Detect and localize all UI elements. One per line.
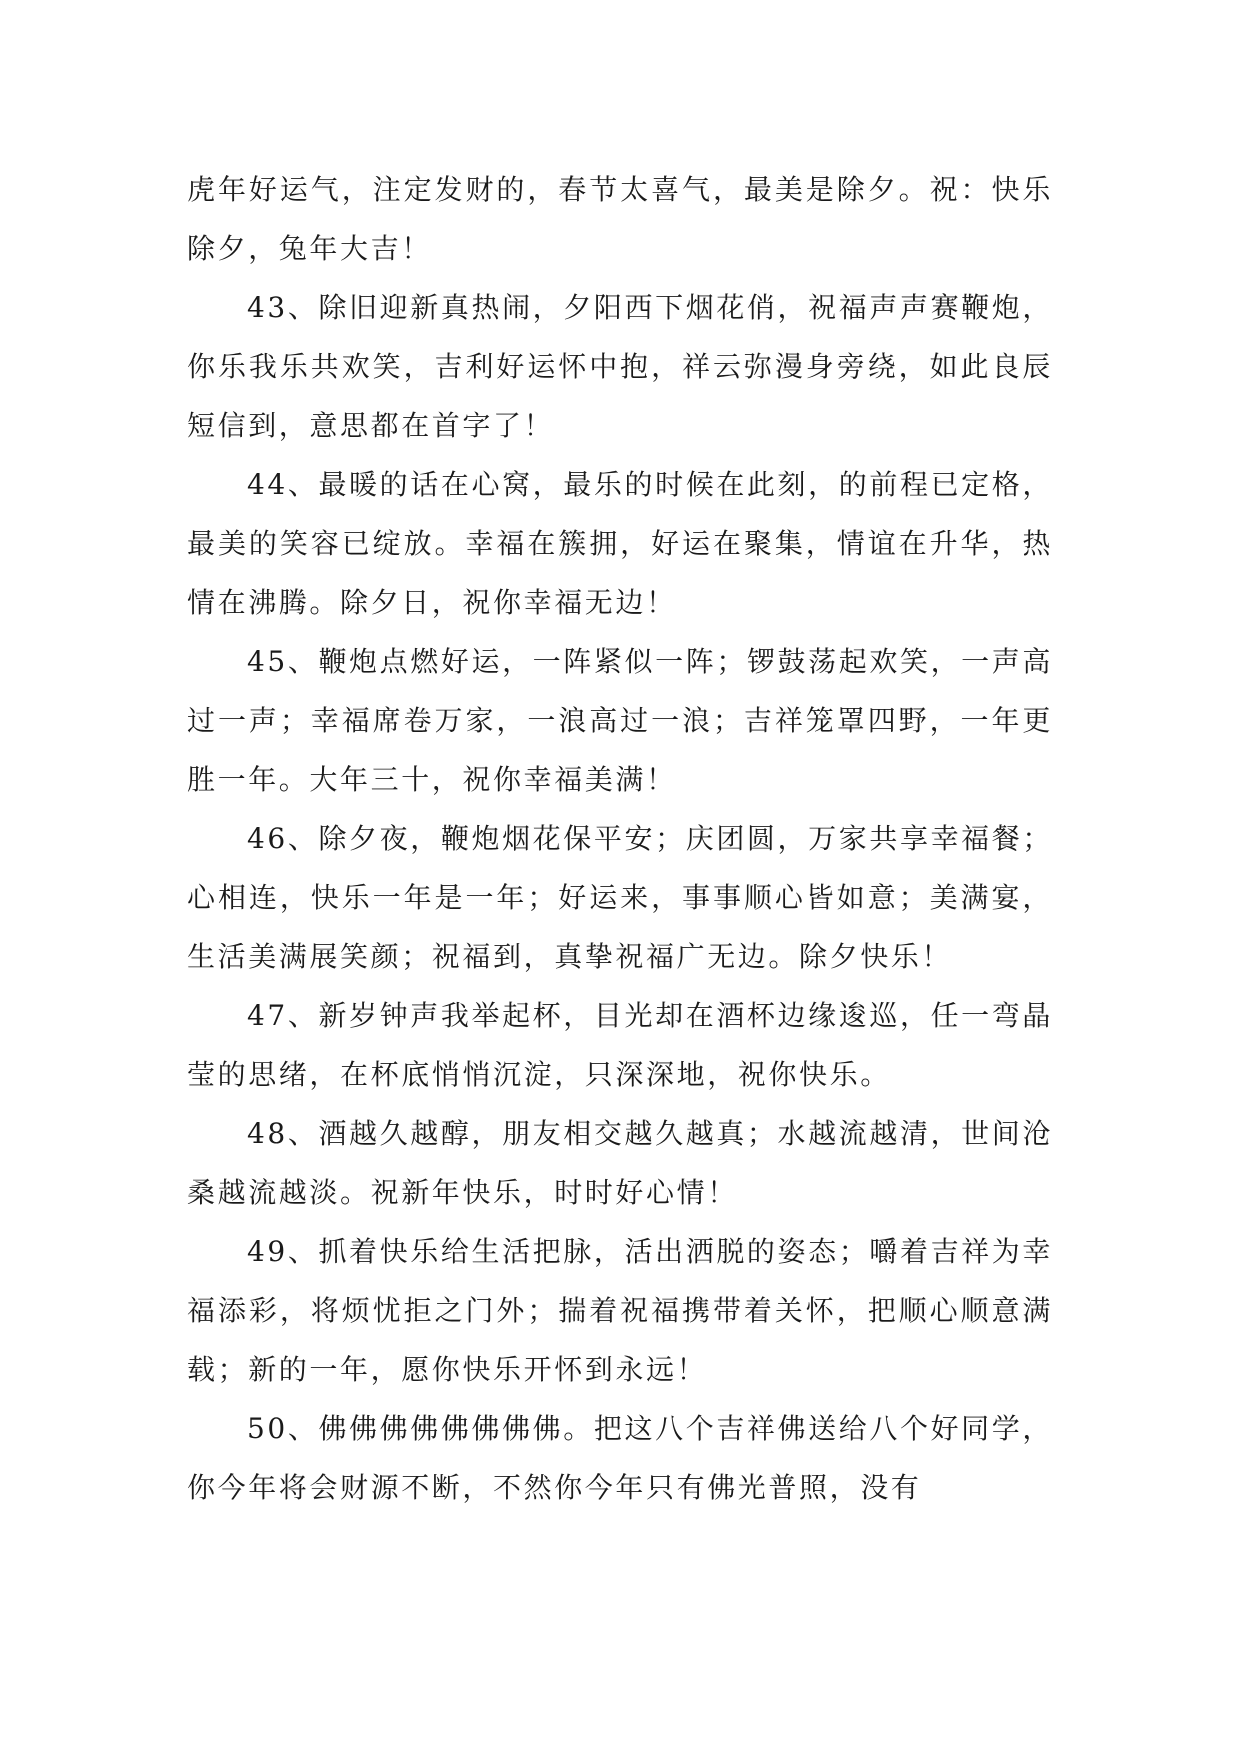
paragraph-44: 44、最暖的话在心窝，最乐的时候在此刻，的前程已定格，最美的笑容已绽放。幸福在簇拥，好运在聚集，情谊在升华，热情在沸腾。除夕日，祝你幸福无边！ bbox=[187, 468, 1053, 619]
paragraph-45: 45、鞭炮点燃好运，一阵紧似一阵；锣鼓荡起欢笑，一声高过一声；幸福席卷万家，一浪高过一浪；吉祥笼罩四野，一年更胜一年。大年三十，祝你幸福美满！ bbox=[187, 645, 1053, 796]
document-page bbox=[187, 160, 1053, 1517]
paragraph-46: 46、除夕夜，鞭炮烟花保平安；庆团圆，万家共享幸福餐；心相连，快乐一年是一年；好运来，事事顺心皆如意；美满宴，生活美满展笑颜；祝福到，真挚祝福广无边。除夕快乐！ bbox=[187, 822, 1053, 973]
paragraph-48: 48、酒越久越醇，朋友相交越久越真；水越流越清，世间沧桑越流越淡。祝新年快乐，时时好心情！ bbox=[187, 1117, 1053, 1209]
paragraph-49: 49、抓着快乐给生活把脉，活出洒脱的姿态；嚼着吉祥为幸福添彩，将烦忧拒之门外；揣着祝福携带着关怀，把顺心顺意满载；新的一年，愿你快乐开怀到永远！ bbox=[187, 1235, 1053, 1386]
paragraph-50: 50、佛佛佛佛佛佛佛佛。把这八个吉祥佛送给八个好同学，你今年将会财源不断，不然你今年只有佛光普照，没有 bbox=[187, 1412, 1053, 1504]
paragraph-47: 47、新岁钟声我举起杯，目光却在酒杯边缘逡巡，任一弯晶莹的思绪，在杯底悄悄沉淀，只深深地，祝你快乐。 bbox=[187, 999, 1053, 1091]
paragraph-continuation: 虎年好运气，注定发财的，春节太喜气，最美是除夕。祝：快乐除夕，兔年大吉！ bbox=[187, 173, 1053, 265]
paragraph-43: 43、除旧迎新真热闹，夕阳西下烟花俏，祝福声声赛鞭炮，你乐我乐共欢笑，吉利好运怀中抱，祥云弥漫身旁绕，如此良辰短信到，意思都在首字了！ bbox=[187, 291, 1053, 442]
